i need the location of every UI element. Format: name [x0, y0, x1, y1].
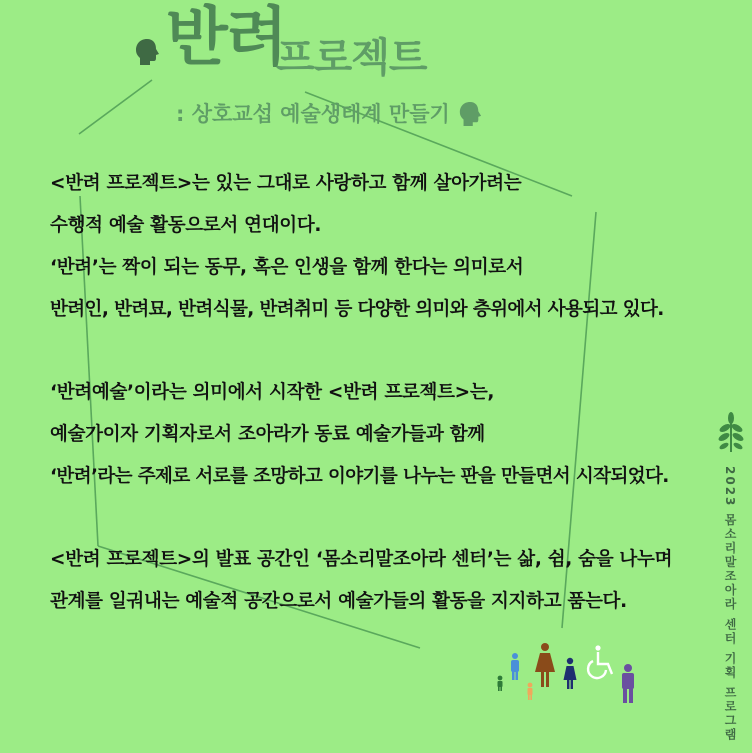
subtitle: : 상호교섭 예술생태계 만들기 [176, 102, 450, 126]
body-line: 반려인, 반려묘, 반려식물, 반려취미 등 다양한 의미와 층위에서 사용되고 있다. [50, 299, 664, 320]
plant-icon [718, 412, 744, 452]
title-main: 반려 [166, 1, 286, 75]
body-line: ‘반려예술’이라는 의미에서 시작한 <반려 프로젝트>는, [50, 382, 495, 403]
body-line: ‘반려’는 짝이 되는 동무, 혹은 인생을 함께 한다는 의미로서 [50, 257, 524, 278]
head-silhouette-icon [458, 100, 482, 128]
head-silhouette-icon [134, 38, 160, 66]
people-icon [494, 640, 644, 706]
body-line: 수행적 예술 활동으로서 연대이다. [50, 215, 322, 236]
side-label: 2023 몸소리말조아라 센터 기획 프로그램 [723, 466, 737, 743]
body-line: <반려 프로젝트>의 발표 공간인 ‘몸소리말조아라 센터’는 삶, 쉼, 숨을 나누며 [50, 549, 673, 570]
body-line: 관계를 일궈내는 예술적 공간으로서 예술가들의 활동을 지지하고 품는다. [50, 591, 627, 612]
wheelchair-icon [588, 645, 612, 678]
body-line: <반려 프로젝트>는 있는 그대로 사랑하고 함께 살아가려는 [50, 173, 522, 194]
body-line: ‘반려’라는 주제로 서로를 조망하고 이야기를 나누는 판을 만들면서 시작되었다. [50, 466, 669, 487]
title-rest: 프로젝트 [276, 35, 427, 81]
body-line: 예술가이자 기획자로서 조아라가 동료 예술가들과 함께 [50, 424, 485, 445]
